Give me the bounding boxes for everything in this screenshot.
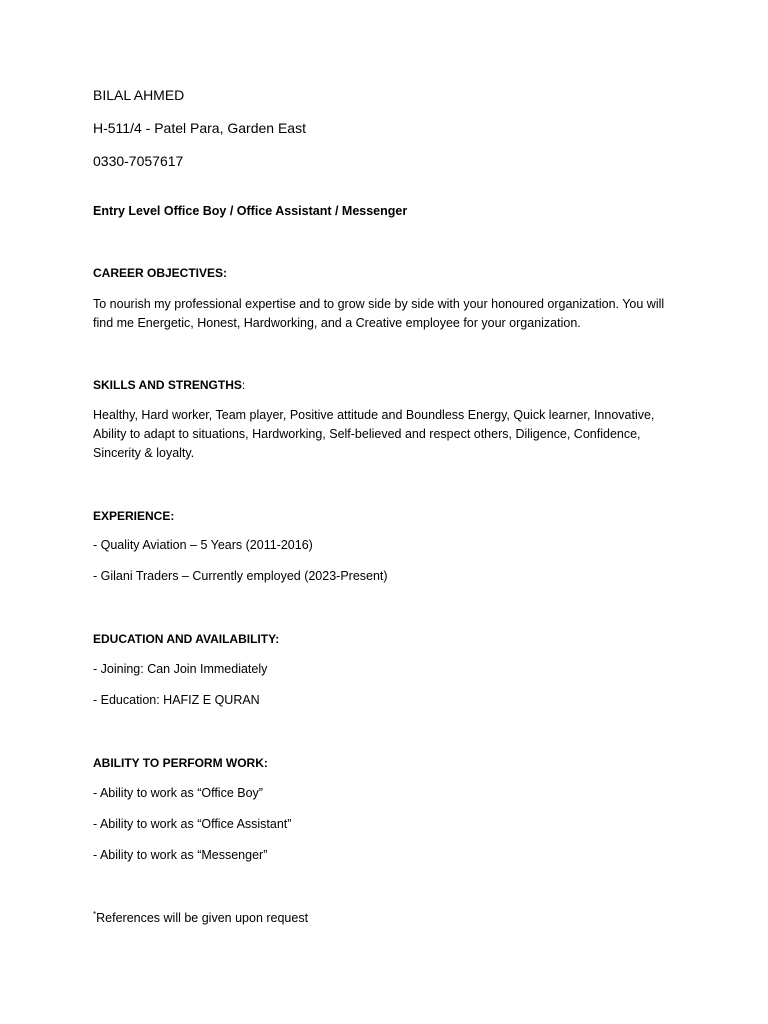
references-text: References will be given upon request [96,911,309,926]
experience-item: - Quality Aviation – 5 Years (2011-2016) [93,538,313,552]
ability-item: - Ability to work as “Office Boy” [93,786,263,800]
ability-heading: ABILITY TO PERFORM WORK: [93,756,268,770]
references-note [93,910,308,925]
education-item: - Education: HAFIZ E QURAN [93,693,260,707]
ability-item: - Ability to work as “Messenger” [93,848,268,862]
career-objectives-text: To nourish my professional expertise and to grow side by side with your honoured organization. You will find me Energetic, Honest, Hardworking, and a Creative employee for your organization. [93,297,665,330]
applicant-phone: 0330-7057617 [93,153,184,169]
references-asterisk: * [93,910,97,919]
skills-heading-colon: : [241,378,246,392]
experience-item: - Gilani Traders – Currently employed (2023-Present) [93,569,388,583]
ability-item: - Ability to work as “Office Assistant” [93,817,292,831]
education-item: - Joining: Can Join Immediately [93,662,268,676]
experience-heading: EXPERIENCE: [93,509,175,523]
applicant-address: H-511/4 - Patel Para, Garden East [93,120,306,136]
position-title: Entry Level Office Boy / Office Assistant / Messenger [93,204,408,218]
education-heading: EDUCATION AND AVAILABILITY: [93,632,280,646]
applicant-name: BILAL AHMED [93,87,185,103]
skills-heading: SKILLS AND STRENGTHS [93,378,242,392]
skills-text: Healthy, Hard worker, Team player, Positive attitude and Boundless Energy, Quick learner, Innovative, Ability to adapt to situations, Hardworking, Self-believed and respect others, Diligence, Confidence, Sincerity & loyalty. [93,408,655,460]
career-objectives-heading: CAREER OBJECTIVES: [93,266,228,280]
skills-heading-line [93,378,245,392]
